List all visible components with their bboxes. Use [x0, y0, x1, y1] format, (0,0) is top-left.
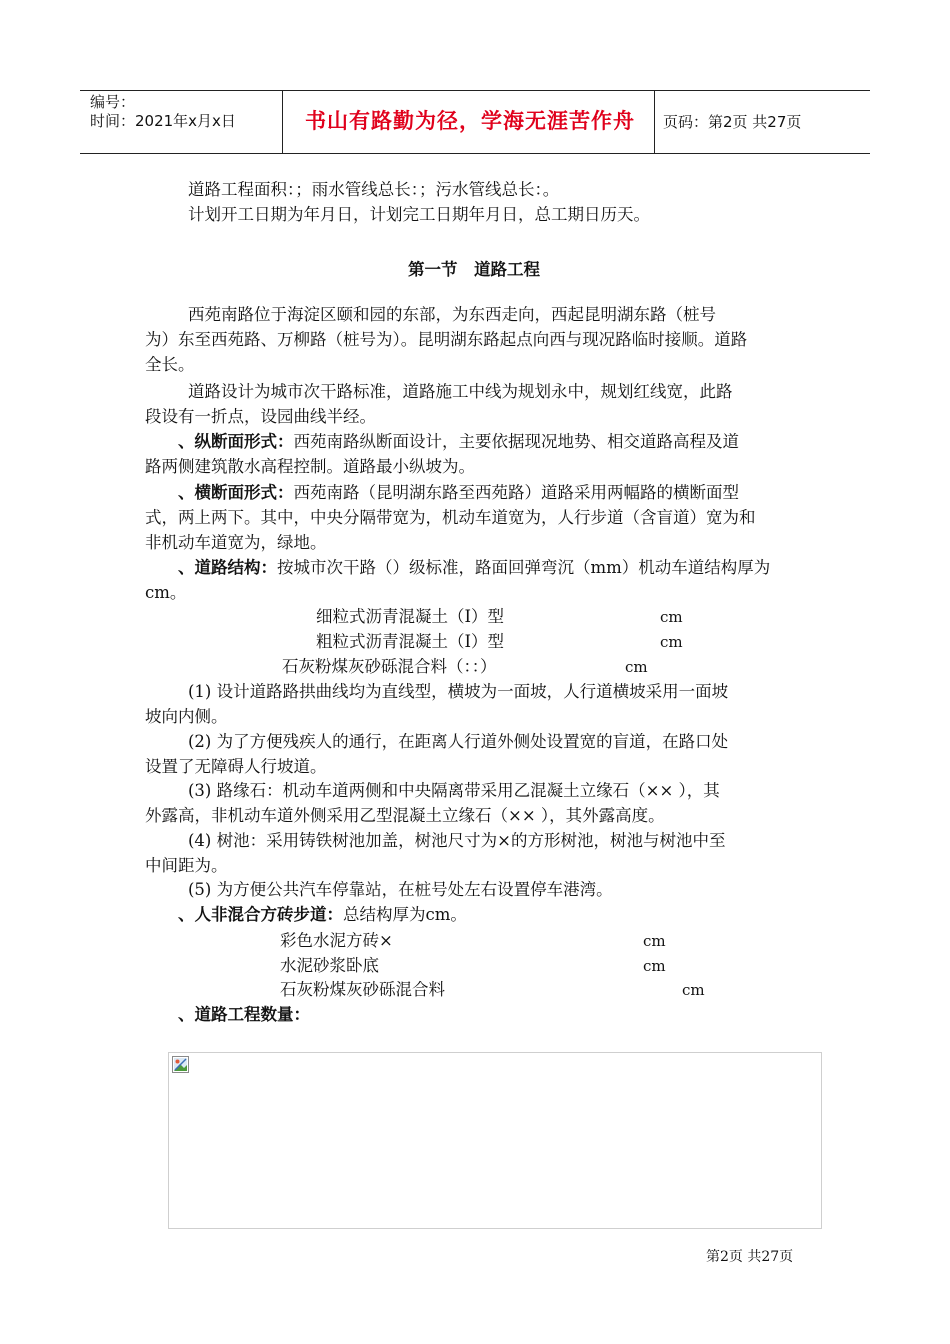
- road-structure-line-2: cm。: [145, 583, 187, 602]
- time-label: 时间：2021年x月x日: [90, 112, 236, 130]
- note-2-line-2: 设置了无障碍人行坡道。: [145, 757, 327, 776]
- header-divider: [654, 91, 655, 153]
- layer-name: 石灰粉煤灰砂砾混合料: [280, 980, 445, 999]
- road-structure-text: 按城市次干路（）级标准，路面回弹弯沉（mm）机动车道结构厚为: [277, 558, 771, 577]
- layer-name: 细粒式沥青混凝土（Ⅰ）型: [316, 607, 505, 626]
- layer-unit: cm: [682, 981, 705, 999]
- note-2-line-1: (2) 为了方便残疾人的通行，在距离人行道外侧处设置宽的盲道，在路口处: [188, 732, 729, 751]
- layer-name: 粗粒式沥青混凝土（Ⅰ）型: [316, 632, 505, 651]
- image-placeholder: [168, 1052, 822, 1229]
- layer-unit: cm: [660, 633, 683, 651]
- sidewalk-title: 、人非混合方砖步道：: [178, 905, 343, 924]
- note-1-line-2: 坡向内侧。: [145, 707, 228, 726]
- intro-line-2: 计划开工日期为年月日，计划完工日期年月日，总工期日历天。: [188, 205, 650, 224]
- section-title: 第一节 道路工程: [408, 260, 540, 279]
- cross-section-item: [178, 481, 739, 506]
- layer-unit: cm: [625, 658, 648, 676]
- para1-line-3: 全长。: [145, 355, 195, 374]
- layer-name: 彩色水泥方砖×: [280, 931, 393, 950]
- layer-unit: cm: [660, 608, 683, 626]
- header-meta: [90, 93, 236, 131]
- note-1-line-1: (1) 设计道路路拱曲线均为直线型，横坡为一面坡，人行道横坡采用一面坡: [188, 682, 729, 701]
- doc-number-label: 编号：: [90, 93, 136, 111]
- note-3-line-2: 外露高，非机动车道外侧采用乙型混凝土立缘石（×× ），其外露高度。: [145, 806, 665, 825]
- layer-name: 水泥砂浆卧底: [280, 956, 379, 975]
- note-5-line-1: (5) 为方便公共汽车停靠站，在桩号处左右设置停车港湾。: [188, 880, 613, 899]
- road-structure-title: 、道路结构：: [178, 558, 277, 577]
- cross-section-line-3: 非机动车道宽为，绿地。: [145, 533, 327, 552]
- sidewalk-text: 总结构厚为cm。: [343, 905, 467, 924]
- cross-section-line-2: 式，两上两下。其中，中央分隔带宽为，机动车道宽为，人行步道（含盲道）宽为和: [145, 508, 756, 527]
- note-4-line-2: 中间距为。: [145, 856, 228, 875]
- intro-line-1: 道路工程面积：；雨水管线总长：；污水管线总长：。: [188, 180, 560, 199]
- header-motto: 书山有路勤为径，学海无涯苦作舟: [305, 109, 635, 133]
- page-footer: 第2页 共27页: [706, 1249, 794, 1265]
- longitudinal-text: 西苑南路纵断面设计，主要依据现况地势、相交道路高程及道: [293, 432, 739, 451]
- quantity-item: [178, 1003, 310, 1028]
- para1-line-2: 为）东至西苑路、万柳路（桩号为）。昆明湖东路起点向西与现况路临时接顺。道路: [145, 330, 748, 349]
- note-4-line-1: (4) 树池：采用铸铁树池加盖，树池尺寸为×的方形树池，树池与树池中至: [188, 831, 726, 850]
- longitudinal-item: [178, 430, 739, 455]
- cross-section-title: 、横断面形式：: [178, 483, 294, 502]
- note-3-line-1: (3) 路缘石：机动车道两侧和中央隔离带采用乙混凝土立缘石（×× ），其: [188, 781, 720, 800]
- cross-section-text: 西苑南路（昆明湖东路至西苑路）道路采用两幅路的横断面型: [293, 483, 739, 502]
- header-page-number: 页码：第2页 共27页: [663, 113, 802, 131]
- quantity-title: 、道路工程数量：: [178, 1005, 310, 1024]
- sidewalk-item: [178, 903, 467, 928]
- layer-name: 石灰粉煤灰砂砾混合料（：：）: [282, 657, 497, 676]
- layer-unit: cm: [643, 932, 666, 950]
- road-structure-item: [178, 556, 770, 581]
- para1-line-1: 西苑南路位于海淀区颐和园的东部，为东西走向，西起昆明湖东路（桩号: [188, 305, 716, 324]
- layer-unit: cm: [643, 957, 666, 975]
- page-header: [80, 90, 870, 154]
- para2-line-2: 段设有一折点，设园曲线半经。: [145, 407, 376, 426]
- broken-image-icon: [172, 1056, 189, 1073]
- longitudinal-line-2: 路两侧建筑散水高程控制。道路最小纵坡为。: [145, 457, 475, 476]
- longitudinal-title: 、纵断面形式：: [178, 432, 294, 451]
- para2-line-1: 道路设计为城市次干路标准，道路施工中线为规划永中，规划红线宽，此路: [188, 382, 733, 401]
- header-divider: [282, 91, 283, 153]
